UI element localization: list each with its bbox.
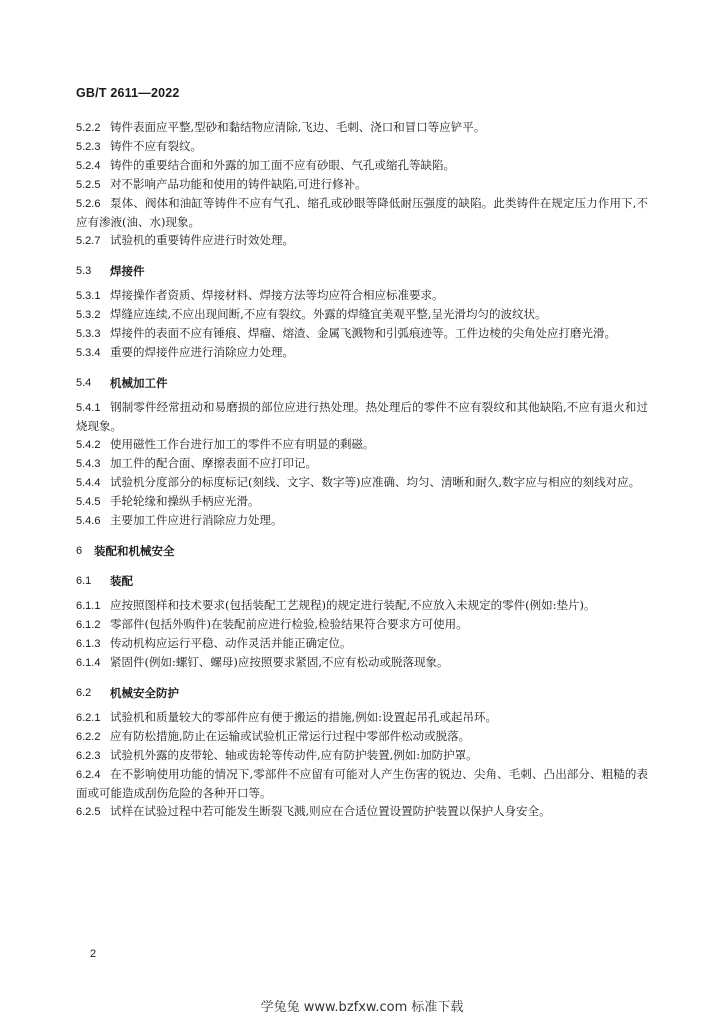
clause-text: 焊缝应连续,不应出现间断,不应有裂纹。外露的焊缝宜美观平整,呈光滑均匀的波纹状。: [110, 307, 547, 321]
clause-item: [76, 765, 648, 802]
standard-code: GB/T 2611—2022: [76, 86, 180, 100]
clause-number: 5.2.3: [76, 141, 101, 153]
clause-number: 5.3.2: [76, 309, 101, 321]
clause-text: 焊接操作者资质、焊接材料、焊接方法等均应符合相应标准要求。: [110, 288, 444, 302]
clause-text: 主要加工件应进行消除应力处理。: [110, 513, 283, 527]
clause-text: 应有防松措施,防止在运输或试验机正常运行过程中零部件松动或脱落。: [110, 729, 471, 743]
clause-text: 试验机分度部分的标度标记(刻线、文字、数字等)应准确、均匀、清晰和耐久,数字应与相应的刻线对应。: [110, 475, 641, 489]
section-number: 5.3: [76, 265, 92, 277]
clause-number: 5.4.4: [76, 477, 101, 489]
chapter-heading-6: [76, 542, 648, 560]
section-number: 5.4: [76, 377, 92, 389]
clause-text: 试验机外露的皮带轮、轴或齿轮等传动件,应有防护装置,例如:加防护罩。: [110, 748, 478, 762]
section-heading-6-1: [76, 572, 648, 590]
clause-text: 试验机的重要铸件应进行时效处理。: [110, 233, 294, 247]
clause-number: 6.2.4: [76, 769, 101, 781]
clause-number: 6.1.3: [76, 638, 101, 650]
clause-item: [76, 305, 648, 324]
document-body: [76, 118, 648, 821]
footer-watermark: 学兔兔 www.bzfxw.com 标准下载: [260, 1000, 464, 1015]
clause-number: 6.1.2: [76, 619, 101, 631]
section-heading-6-2: [76, 684, 648, 702]
clause-text: 泵体、阀体和油缸等铸件不应有气孔、缩孔或砂眼等降低耐压强度的缺陷。此类铸件在规定压力作用下,不应有渗液(油、水)现象。: [76, 196, 648, 229]
clause-text: 在不影响使用功能的情况下,零部件不应留有可能对人产生伤害的锐边、尖角、毛刺、凸出部分、粗糙的表面或可能造成刮伤危险的各种开口等。: [76, 767, 648, 800]
clause-text: 重要的焊接件应进行消除应力处理。: [110, 345, 294, 359]
clause-number: 6.2.3: [76, 750, 101, 762]
clause-text: 铸件的重要结合面和外露的加工面不应有砂眼、气孔或缩孔等缺陷。: [110, 158, 455, 172]
clause-number: 5.3.4: [76, 347, 101, 359]
clause-number: 6.2.5: [76, 806, 101, 818]
clause-list-5-2: [76, 118, 648, 250]
section-title: 焊接件: [110, 264, 145, 278]
clause-text: 零部件(包括外购件)在装配前应进行检验,检验结果符合要求方可使用。: [110, 617, 468, 631]
clause-number: 5.4.6: [76, 515, 101, 527]
section-number: 6.1: [76, 575, 92, 587]
clause-text: 铸件不应有裂纹。: [110, 139, 202, 153]
clause-item: [76, 653, 648, 672]
clause-text: 传动机构应运行平稳、动作灵活并能正确定位。: [110, 636, 352, 650]
clause-number: 5.4.1: [76, 402, 101, 414]
clause-text: 紧固件(例如:螺钉、螺母)应按照要求紧固,不应有松动或脱落现象。: [110, 655, 449, 669]
clause-list-5-3: [76, 286, 648, 362]
clause-item: [76, 708, 648, 727]
clause-item: [76, 118, 648, 137]
clause-number: 6.1.1: [76, 600, 101, 612]
clause-number: 5.3.3: [76, 328, 101, 340]
clause-item: [76, 802, 648, 821]
clause-item: [76, 194, 648, 231]
clause-item: [76, 746, 648, 765]
page-number: 2: [90, 948, 97, 960]
clause-number: 5.2.4: [76, 160, 101, 172]
clause-number: 5.2.2: [76, 122, 101, 134]
clause-item: [76, 473, 648, 492]
section-heading-5-4: [76, 374, 648, 392]
clause-item: [76, 398, 648, 435]
clause-item: [76, 343, 648, 362]
clause-number: 5.2.7: [76, 235, 101, 247]
clause-number: 5.2.6: [76, 198, 101, 210]
clause-number: 5.4.3: [76, 458, 101, 470]
clause-item: [76, 286, 648, 305]
clause-item: [76, 454, 648, 473]
clause-text: 试样在试验过程中若可能发生断裂飞溅,则应在合适位置设置防护装置以保护人身安全。: [110, 804, 551, 818]
clause-text: 加工件的配合面、摩擦表面不应打印记。: [110, 456, 317, 470]
clause-list-6-2: [76, 708, 648, 821]
section-number: 6.2: [76, 687, 92, 699]
clause-number: 6.2.2: [76, 731, 101, 743]
clause-text: 钢制零件经常扭动和易磨损的部位应进行热处理。热处理后的零件不应有裂纹和其他缺陷,不应有退火和过烧现象。: [76, 400, 648, 433]
clause-item: [76, 615, 648, 634]
section-title: 装配: [110, 574, 133, 588]
clause-text: 铸件表面应平整,型砂和黏结物应清除,飞边、毛刺、浇口和冒口等应铲平。: [110, 120, 486, 134]
clause-item: [76, 324, 648, 343]
clause-item: [76, 492, 648, 511]
clause-number: 5.4.5: [76, 496, 101, 508]
section-heading-5-3: [76, 262, 648, 280]
clause-item: [76, 511, 648, 530]
clause-number: 5.3.1: [76, 290, 101, 302]
section-title: 机械加工件: [110, 376, 168, 390]
clause-item: [76, 231, 648, 250]
clause-text: 使用磁性工作台进行加工的零件不应有明显的剩磁。: [110, 437, 375, 451]
clause-text: 应按照图样和技术要求(包括装配工艺规程)的规定进行装配,不应放入未规定的零件(例如:垫片)。: [110, 598, 596, 612]
chapter-number: 6: [76, 545, 83, 557]
clause-number: 6.1.4: [76, 657, 101, 669]
clause-number: 5.2.5: [76, 179, 101, 191]
clause-text: 对不影响产品功能和使用的铸件缺陷,可进行修补。: [110, 177, 367, 191]
clause-list-6-1: [76, 596, 648, 672]
chapter-title: 装配和机械安全: [94, 544, 175, 558]
clause-item: [76, 156, 648, 175]
clause-item: [76, 596, 648, 615]
clause-item: [76, 137, 648, 156]
clause-text: 焊接件的表面不应有锤痕、焊瘤、熔渣、金属飞溅物和引弧痕迹等。工件边棱的尖角处应打磨光滑。: [110, 326, 616, 340]
clause-list-5-4: [76, 398, 648, 530]
clause-item: [76, 175, 648, 194]
clause-number: 5.4.2: [76, 439, 101, 451]
section-title: 机械安全防护: [110, 686, 179, 700]
clause-number: 6.2.1: [76, 712, 101, 724]
clause-item: [76, 435, 648, 454]
clause-item: [76, 634, 648, 653]
clause-text: 试验机和质量较大的零部件应有便于搬运的措施,例如:设置起吊孔或起吊环。: [110, 710, 498, 724]
clause-item: [76, 727, 648, 746]
clause-text: 手轮轮缘和操纵手柄应光滑。: [110, 494, 260, 508]
